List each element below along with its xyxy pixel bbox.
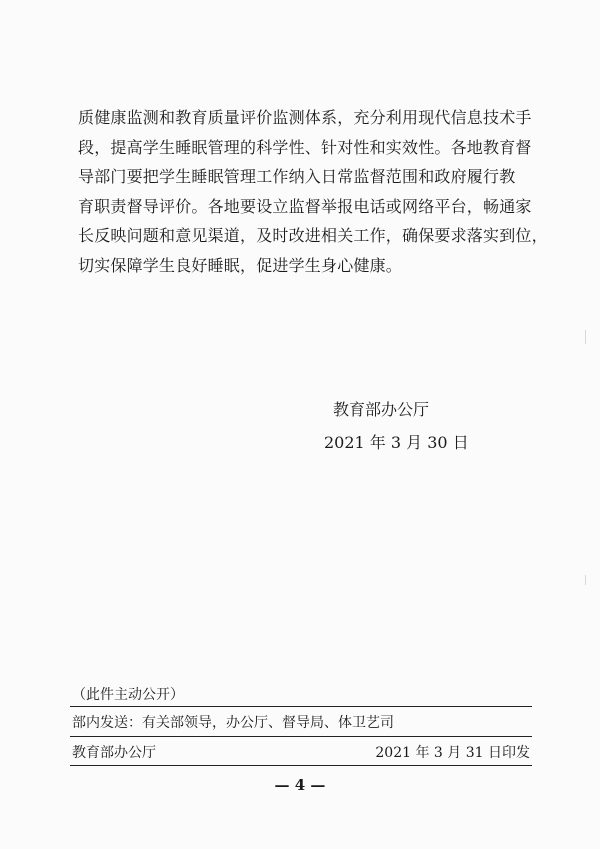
footer-divider-middle bbox=[70, 736, 532, 737]
page-number: — 4 — bbox=[274, 776, 326, 794]
body-line: 育职责督导评价。各地要设立监督举报电话或网络平台，畅通家 bbox=[78, 196, 532, 216]
body-line: 导部门要把学生睡眠管理工作纳入日常监督范围和政府履行教 bbox=[78, 167, 516, 187]
footer-divider-top bbox=[70, 706, 532, 707]
footer-divider-bottom bbox=[70, 765, 532, 766]
body-line: 长反映问题和意见渠道，及时改进相关工作，确保要求落实到位， bbox=[78, 226, 548, 246]
scan-edge-mark bbox=[585, 575, 586, 585]
internal-distribution: 部内发送：有关部领导，办公厅、督导局、体卫艺司 bbox=[72, 715, 394, 731]
body-line: 段，提高学生睡眠管理的科学性、针对性和实效性。各地教育督 bbox=[78, 137, 532, 157]
scan-edge-mark bbox=[585, 330, 586, 344]
issuing-office: 教育部办公厅 bbox=[72, 745, 156, 761]
issue-date: 2021 年 3 月 31 日印发 bbox=[375, 745, 530, 761]
signature-org: 教育部办公厅 bbox=[333, 400, 430, 419]
body-paragraph bbox=[78, 103, 546, 281]
public-disclosure-note: （此件主动公开） bbox=[72, 687, 184, 703]
body-line: 质健康监测和教育质量评价监测体系，充分利用现代信息技术手 bbox=[78, 108, 532, 127]
signature-date: 2021 年 3 月 30 日 bbox=[324, 433, 469, 452]
body-line: 切实保障学生良好睡眠，促进学生身心健康。 bbox=[78, 255, 403, 275]
